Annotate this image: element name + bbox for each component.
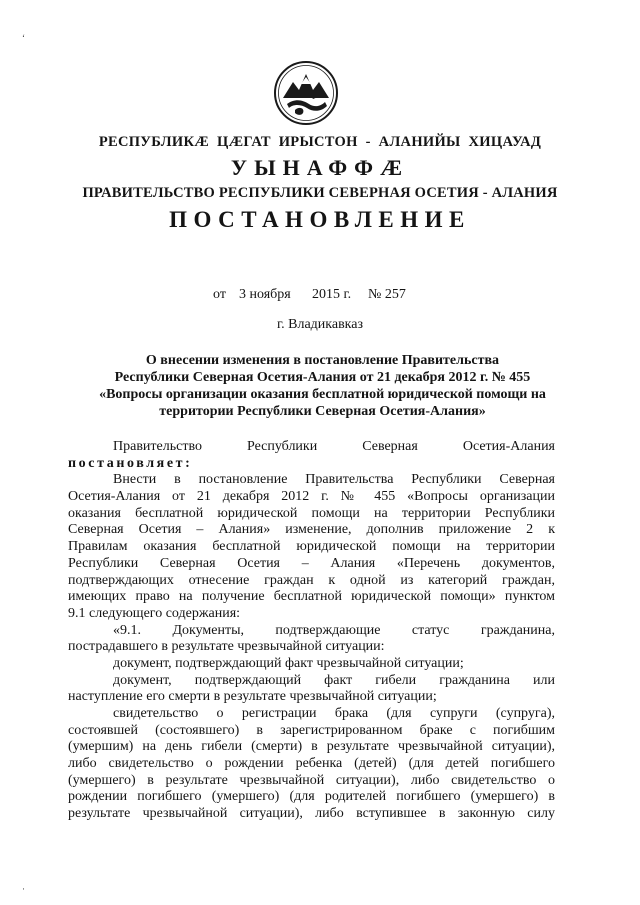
scan-mark: ʻ [22, 33, 25, 43]
body-line: Северная Осетия – Алания» изменение, дополнив приложение 2 к [68, 522, 555, 538]
intro-word: Республики [246, 439, 318, 454]
body-line: Осетия-Алания от 21 декабря 2012 г. № 455 «Вопросы организации [68, 489, 555, 505]
document-number: № 257 [368, 287, 406, 302]
body-line: Правилам оказания бесплатной юридической помощи на территории [68, 539, 555, 555]
title-line: «Вопросы организации оказания бесплатной юридической помощи на [99, 387, 546, 402]
body-line: либо свидетельство о рождении ребенка (детей) (для детей погибшего [68, 756, 555, 772]
body-line: наступление его смерти в результате чрезвычайной ситуации; [68, 689, 437, 705]
resolves-word: постановляет: [68, 455, 193, 471]
body-line: оказания бесплатной юридической помощи на территории Республики [68, 505, 555, 521]
title-line: территории Республики Северная Осетия-Алания» [159, 404, 486, 419]
intro-word: Правительство [113, 439, 202, 454]
body-line: результате чрезвычайной ситуации), либо вступившее в законную силу [68, 806, 555, 822]
body-line: состоявшей (состоявшего) в зарегистрированном браке с погибшим [68, 722, 555, 738]
body-line: подтверждающих отнесение граждан к одной из категорий граждан, [68, 572, 555, 588]
body-line: (умершего) в результате чрезвычайной ситуации), либо свидетельство о [68, 772, 555, 788]
ossetian-authority-heading: РЕСПУБЛИКӔ ЦӔГАТ ИРЫСТОН - АЛАНИЙЫ ХИЦАУАД [98, 134, 542, 150]
ossetian-doc-type: УЫНАФФӔ [230, 155, 410, 180]
body-line: документ, подтверждающий факт чрезвычайной ситуации; [113, 655, 464, 671]
body-line: пострадавшего в результате чрезвычайной ситуации: [68, 639, 385, 655]
document-title [90, 352, 555, 420]
body-line: рождении погибшего (умершего) (для родителей погибшего (умершего) в [68, 789, 555, 805]
body-line: документ, подтверждающий факт гибели гражданина или [113, 672, 555, 688]
russian-doc-type: ПОСТАНОВЛЕНИЕ [169, 207, 471, 232]
body-line: 9.1 следующего содержания: [68, 605, 241, 621]
russian-authority-heading: ПРАВИТЕЛЬСТВО РЕСПУБЛИКИ СЕВЕРНАЯ ОСЕТИЯ - АЛАНИЯ [82, 185, 558, 201]
date-prefix: от [213, 287, 226, 302]
body-line: Республики Северная Осетия – Алания «Перечень документов, [68, 555, 555, 571]
title-line: О внесении изменения в постановление Правительства [145, 353, 500, 368]
date-day-month: 3 ноября [239, 287, 291, 302]
body-line: имеющих право на получение бесплатной юридической помощи» пунктом [68, 589, 555, 605]
intro-word: Осетия-Алания [462, 439, 555, 454]
city: г. Владикавказ [276, 317, 364, 332]
body-line: Внести в постановление Правительства Республики Северная [113, 472, 555, 488]
body-line: «9.1. Документы, подтверждающие статус гражданина, [113, 622, 555, 638]
intro-word: Северная [362, 439, 418, 454]
body-line: (умершим) на день гибели (смерти) в результате чрезвычайной ситуации), [68, 739, 555, 755]
coat-of-arms-icon [273, 60, 339, 126]
scan-mark: · [22, 884, 25, 894]
intro-line [68, 439, 555, 456]
body-line: свидетельство о регистрации брака (для супруги (супруга), [113, 706, 555, 721]
date-year: 2015 г. [312, 287, 352, 302]
document-body [68, 439, 555, 823]
title-line: Республики Северная Осетия-Алания от 21 декабря 2012 г. № 455 [114, 370, 531, 385]
